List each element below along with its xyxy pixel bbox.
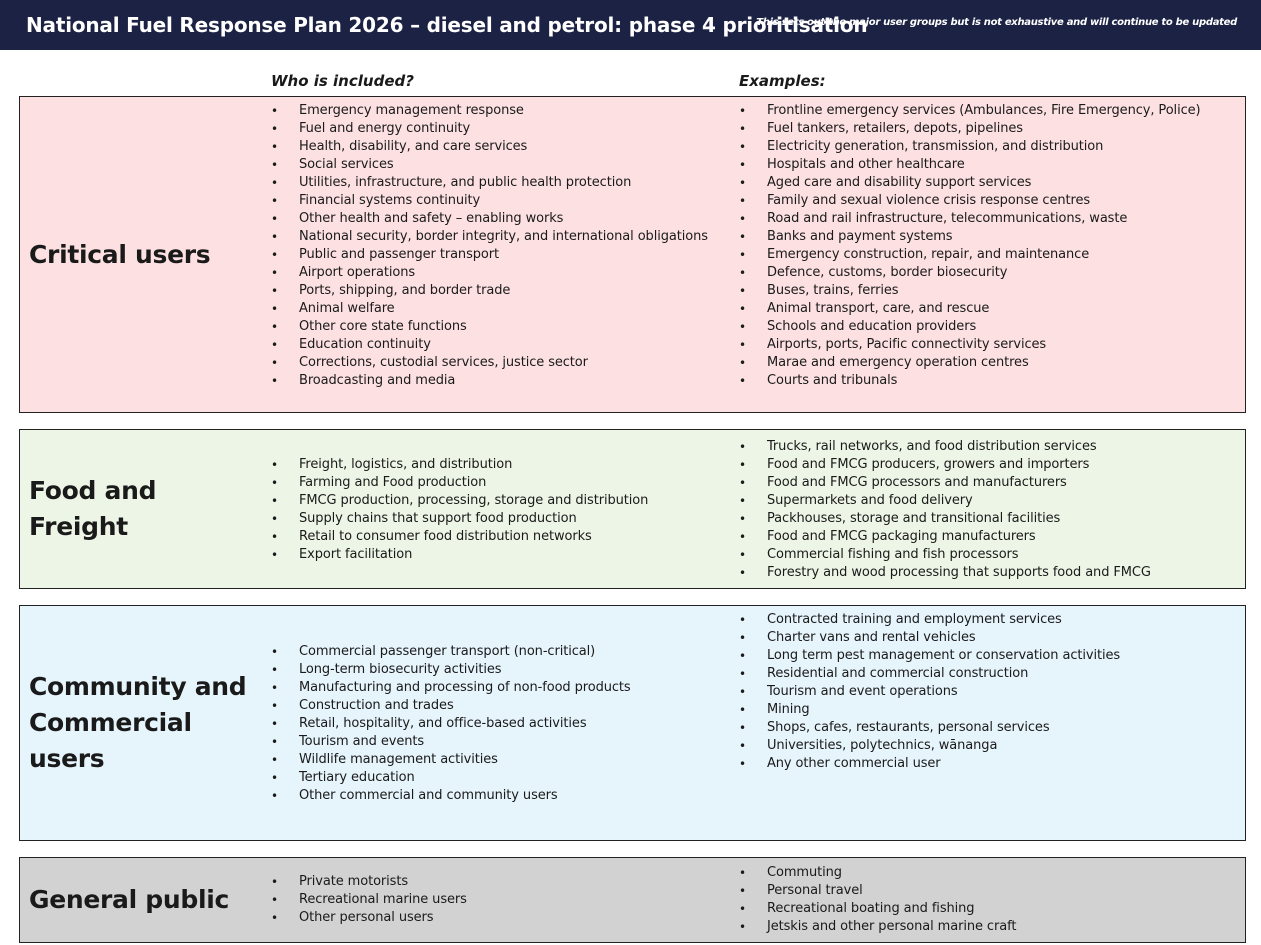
list-item: • Fuel and energy continuity [271,120,708,138]
list-item: • Aged care and disability support services [739,174,1201,192]
section-community-commercial-users [19,605,1246,841]
list-item: • Road and rail infrastructure, telecommunications, waste [739,210,1201,228]
list-item: • Electricity generation, transmission, and distribution [739,138,1201,156]
list-item: • Food and FMCG producers, growers and importers [739,456,1151,474]
list-item: • Recreational boating and fishing [739,900,1016,918]
section-food-and-freight [19,429,1246,589]
list-item: • Commercial fishing and fish processors [739,546,1151,564]
list-item: • Animal transport, care, and rescue [739,300,1201,318]
list-item: • Commercial passenger transport (non-critical) [271,643,631,661]
examples-list [739,611,1120,773]
list-item: • Manufacturing and processing of non-food products [271,679,631,697]
list-item: • Buses, trains, ferries [739,282,1201,300]
examples-list [739,864,1016,936]
list-item: • Other commercial and community users [271,787,631,805]
section-critical-users [19,96,1246,413]
list-item: • Social services [271,156,708,174]
list-item: • Farming and Food production [271,474,648,492]
page-header [0,0,1261,50]
list-item: • Universities, polytechnics, wānanga [739,737,1120,755]
list-item: • Financial systems continuity [271,192,708,210]
list-item: • Banks and payment systems [739,228,1201,246]
list-item: • Tourism and event operations [739,683,1120,701]
list-item: • Other health and safety – enabling works [271,210,708,228]
list-item: • Packhouses, storage and transitional facilities [739,510,1151,528]
section-label: Critical users [29,239,211,269]
examples-list [739,102,1201,390]
list-item: • Airport operations [271,264,708,282]
list-item: • Public and passenger transport [271,246,708,264]
page-title: National Fuel Response Plan 2026 – diesel and petrol: phase 4 prioritisation [26,13,868,37]
list-item: • Private motorists [271,873,467,891]
list-item: • Export facilitation [271,546,648,564]
column-header-included: Who is included? [271,72,414,90]
list-item: • Charter vans and rental vehicles [739,629,1120,647]
list-item: • Recreational marine users [271,891,467,909]
list-item: • Supply chains that support food production [271,510,648,528]
list-item: • Broadcasting and media [271,372,708,390]
list-item: • Contracted training and employment services [739,611,1120,629]
list-item: • Schools and education providers [739,318,1201,336]
list-item: • Any other commercial user [739,755,1120,773]
list-item: • Defence, customs, border biosecurity [739,264,1201,282]
list-item: • Forestry and wood processing that supports food and FMCG [739,564,1151,582]
list-item: • Other personal users [271,909,467,927]
list-item: • Corrections, custodial services, justice sector [271,354,708,372]
list-item: • Tertiary education [271,769,631,787]
list-item: • Emergency construction, repair, and maintenance [739,246,1201,264]
list-item: • Emergency management response [271,102,708,120]
list-item: • Family and sexual violence crisis response centres [739,192,1201,210]
list-item: • Marae and emergency operation centres [739,354,1201,372]
list-item: • Retail to consumer food distribution networks [271,528,648,546]
list-item: • Ports, shipping, and border trade [271,282,708,300]
included-list [271,102,708,390]
list-item: • Courts and tribunals [739,372,1201,390]
section-label: General public [29,885,230,914]
list-item: • Commuting [739,864,1016,882]
list-item: • Education continuity [271,336,708,354]
list-item: • Frontline emergency services (Ambulances, Fire Emergency, Police) [739,102,1201,120]
list-item: • National security, border integrity, and international obligations [271,228,708,246]
list-item: • Food and FMCG packaging manufacturers [739,528,1151,546]
section-label: Community and Commercial users [29,672,247,773]
column-header-examples: Examples: [739,72,826,90]
list-item: • Animal welfare [271,300,708,318]
list-item: • Trucks, rail networks, and food distribution services [739,438,1151,456]
list-item: • Supermarkets and food delivery [739,492,1151,510]
list-item: • Food and FMCG processors and manufacturers [739,474,1151,492]
list-item: • Health, disability, and care services [271,138,708,156]
included-list [271,456,648,564]
list-item: • Fuel tankers, retailers, depots, pipelines [739,120,1201,138]
list-item: • Hospitals and other healthcare [739,156,1201,174]
list-item: • Mining [739,701,1120,719]
list-item: • Freight, logistics, and distribution [271,456,648,474]
list-item: • Shops, cafes, restaurants, personal services [739,719,1120,737]
list-item: • Wildlife management activities [271,751,631,769]
list-item: • Other core state functions [271,318,708,336]
list-item: • Jetskis and other personal marine craft [739,918,1016,936]
header-note: This sets out the major user groups but is not exhaustive and will continue to be updated [756,17,1237,28]
list-item: • Retail, hospitality, and office-based activities [271,715,631,733]
examples-list [739,438,1151,582]
list-item: • Tourism and events [271,733,631,751]
list-item: • FMCG production, processing, storage and distribution [271,492,648,510]
section-general-public [19,857,1246,943]
list-item: • Long-term biosecurity activities [271,661,631,679]
list-item: • Airports, ports, Pacific connectivity services [739,336,1201,354]
list-item: • Construction and trades [271,697,631,715]
included-list [271,873,467,927]
list-item: • Residential and commercial construction [739,665,1120,683]
list-item: • Utilities, infrastructure, and public health protection [271,174,708,192]
section-label: Food and Freight [29,476,157,541]
included-list [271,643,631,805]
list-item: • Personal travel [739,882,1016,900]
list-item: • Long term pest management or conservation activities [739,647,1120,665]
